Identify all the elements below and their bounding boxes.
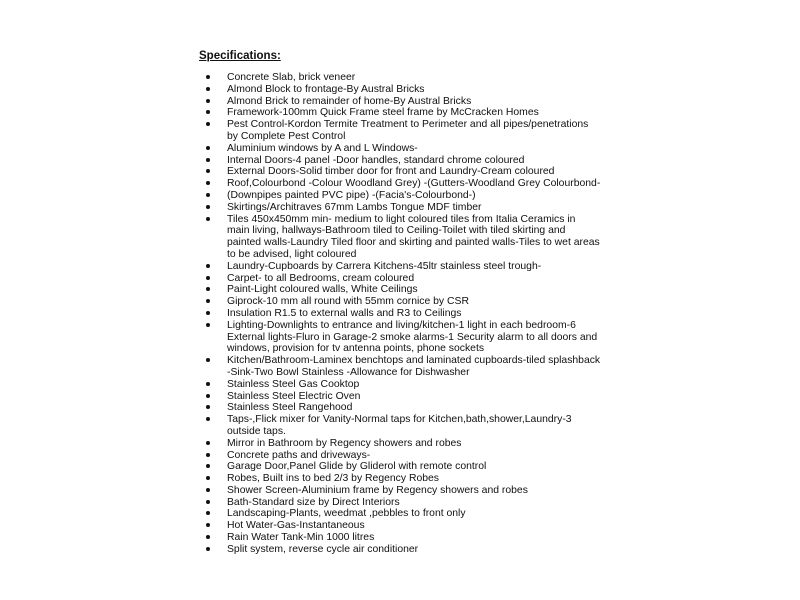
bullet-icon bbox=[206, 311, 210, 315]
list-item bbox=[0, 391, 800, 403]
bullet-icon bbox=[206, 464, 210, 468]
list-item-text-line: Laundry-Cupboards by Carrera Kitchens-45ltr stainless steel trough- bbox=[227, 260, 542, 272]
list-item bbox=[0, 72, 800, 84]
list-item-text-line: Pest Control-Kordon Termite Treatment to Perimeter and all pipes/penetrations bbox=[227, 119, 589, 131]
list-item-text-line: Giprock-10 mm all round with 55mm cornice by CSR bbox=[227, 296, 469, 308]
list-item-text-line: External lights-Fluro in Garage-2 smoke alarms-1 Security alarm to all doors and bbox=[227, 331, 598, 343]
list-item-text-line: Skirtings/Architraves 67mm Lambs Tongue MDF timber bbox=[227, 201, 482, 213]
list-item bbox=[0, 402, 800, 414]
list-item bbox=[0, 520, 800, 532]
bullet-icon bbox=[206, 394, 210, 398]
list-item bbox=[0, 261, 800, 273]
bullet-icon bbox=[206, 169, 210, 173]
list-item-text-line: External Doors-Solid timber door for front and Laundry-Cream coloured bbox=[227, 166, 555, 178]
list-item-text-line: Stainless Steel Gas Cooktop bbox=[227, 378, 360, 390]
list-item-text-line: Paint-Light coloured walls, White Ceilings bbox=[227, 284, 418, 296]
list-item bbox=[0, 214, 800, 261]
list-item bbox=[0, 155, 800, 167]
list-item bbox=[0, 178, 800, 190]
list-item bbox=[0, 96, 800, 108]
list-item-text-line: Rain Water Tank-Min 1000 litres bbox=[227, 532, 375, 544]
list-item-text-line: Stainless Steel Electric Oven bbox=[227, 390, 361, 402]
list-item-text-line: outside taps. bbox=[227, 425, 286, 437]
list-item bbox=[0, 379, 800, 391]
list-item bbox=[0, 414, 800, 438]
list-item bbox=[0, 438, 800, 450]
list-item bbox=[0, 284, 800, 296]
bullet-icon bbox=[206, 75, 210, 79]
bullet-icon bbox=[206, 547, 210, 551]
list-item bbox=[0, 497, 800, 509]
bullet-icon bbox=[206, 323, 210, 327]
bullet-icon bbox=[206, 181, 210, 185]
list-item-text-line: Taps-,Flick mixer for Vanity-Normal taps for Kitchen,bath,shower,Laundry-3 bbox=[227, 414, 572, 426]
list-item bbox=[0, 166, 800, 178]
list-item bbox=[0, 461, 800, 473]
bullet-icon bbox=[206, 476, 210, 480]
list-item-text-line: Almond Block to frontage-By Austral Bricks bbox=[227, 83, 425, 95]
list-item bbox=[0, 473, 800, 485]
list-item-text-line: -Sink-Two Bowl Stainless -Allowance for Dishwasher bbox=[227, 366, 470, 378]
list-item-text-line: (Downpipes painted PVC pipe) -(Facia's-Colourbond-) bbox=[227, 189, 476, 201]
list-item bbox=[0, 355, 800, 379]
list-item-text-line: Mirror in Bathroom by Regency showers and robes bbox=[227, 437, 462, 449]
list-item-text-line: Robes, Built ins to bed 2/3 by Regency Robes bbox=[227, 473, 439, 485]
list-item-text-line: Aluminium windows by A and L Windows- bbox=[227, 142, 418, 154]
bullet-icon bbox=[206, 158, 210, 162]
list-item bbox=[0, 190, 800, 202]
list-item bbox=[0, 508, 800, 520]
bullet-icon bbox=[206, 276, 210, 280]
list-item bbox=[0, 143, 800, 155]
list-item bbox=[0, 320, 800, 355]
bullet-icon bbox=[206, 358, 210, 362]
list-item-text-line: Lighting-Downlights to entrance and living/kitchen-1 light in each bedroom-6 bbox=[227, 319, 576, 331]
bullet-icon bbox=[206, 511, 210, 515]
list-item-text-line: Split system, reverse cycle air conditioner bbox=[227, 543, 419, 555]
list-item-text-line: windows, provision for tv antenna points, phone sockets bbox=[227, 343, 485, 355]
bullet-icon bbox=[206, 453, 210, 457]
list-item-text-line: Stainless Steel Rangehood bbox=[227, 402, 353, 414]
list-item bbox=[0, 450, 800, 462]
bullet-icon bbox=[206, 217, 210, 221]
list-item-text-line: to be advised, light coloured bbox=[227, 248, 357, 260]
list-item-text-line: Tiles 450x450mm min- medium to light coloured tiles from Italia Ceramics in bbox=[227, 213, 576, 225]
list-item bbox=[0, 485, 800, 497]
bullet-icon bbox=[206, 110, 210, 114]
list-item-text-line: Carpet- to all Bedrooms, cream coloured bbox=[227, 272, 415, 284]
bullet-icon bbox=[206, 146, 210, 150]
list-item-text-line: painted walls-Laundry Tiled floor and skirting and painted walls-Tiles to wet areas bbox=[227, 237, 600, 249]
list-item-text-line: Insulation R1.5 to external walls and R3 to Ceilings bbox=[227, 307, 462, 319]
list-item-text-line: by Complete Pest Control bbox=[227, 130, 346, 142]
bullet-icon bbox=[206, 264, 210, 268]
list-item-text-line: main living, hallways-Bathroom tiled to Ceiling-Toilet with tiled skirting and bbox=[227, 225, 566, 237]
list-item bbox=[0, 308, 800, 320]
list-item-text-line: Garage Door,Panel Glide by Gliderol with remote control bbox=[227, 461, 487, 473]
bullet-icon bbox=[206, 122, 210, 126]
bullet-icon bbox=[206, 523, 210, 527]
specifications-list bbox=[0, 72, 800, 556]
bullet-icon bbox=[206, 417, 210, 421]
list-item bbox=[0, 84, 800, 96]
bullet-icon bbox=[206, 500, 210, 504]
bullet-icon bbox=[206, 382, 210, 386]
specifications-heading: Specifications: bbox=[199, 50, 281, 62]
list-item-text-line: Concrete paths and driveways- bbox=[227, 449, 371, 461]
list-item bbox=[0, 107, 800, 119]
list-item bbox=[0, 532, 800, 544]
bullet-icon bbox=[206, 535, 210, 539]
bullet-icon bbox=[206, 488, 210, 492]
bullet-icon bbox=[206, 205, 210, 209]
bullet-icon bbox=[206, 299, 210, 303]
list-item-text-line: Framework-100mm Quick Frame steel frame by McCracken Homes bbox=[227, 107, 539, 119]
list-item bbox=[0, 273, 800, 285]
list-item-text-line: Internal Doors-4 panel -Door handles, standard chrome coloured bbox=[227, 154, 525, 166]
bullet-icon bbox=[206, 87, 210, 91]
list-item-text-line: Almond Brick to remainder of home-By Austral Bricks bbox=[227, 95, 472, 107]
bullet-icon bbox=[206, 441, 210, 445]
list-item-text-line: Roof,Colourbond -Colour Woodland Grey) -(Gutters-Woodland Grey Colourbond- bbox=[227, 178, 601, 190]
bullet-icon bbox=[206, 287, 210, 291]
list-item bbox=[0, 202, 800, 214]
list-item-text-line: Concrete Slab, brick veneer bbox=[227, 72, 356, 83]
list-item-text-line: Kitchen/Bathroom-Laminex benchtops and laminated cupboards-tiled splashback bbox=[227, 355, 601, 367]
list-item bbox=[0, 119, 800, 143]
bullet-icon bbox=[206, 99, 210, 103]
bullet-icon bbox=[206, 193, 210, 197]
list-item-text-line: Bath-Standard size by Direct Interiors bbox=[227, 496, 400, 508]
list-item-text-line: Landscaping-Plants, weedmat ,pebbles to front only bbox=[227, 508, 466, 520]
list-item bbox=[0, 544, 800, 556]
list-item-text-line: Shower Screen-Aluminium frame by Regency showers and robes bbox=[227, 484, 528, 496]
bullet-icon bbox=[206, 405, 210, 409]
list-item bbox=[0, 296, 800, 308]
list-item-text-line: Hot Water-Gas-Instantaneous bbox=[227, 520, 365, 532]
